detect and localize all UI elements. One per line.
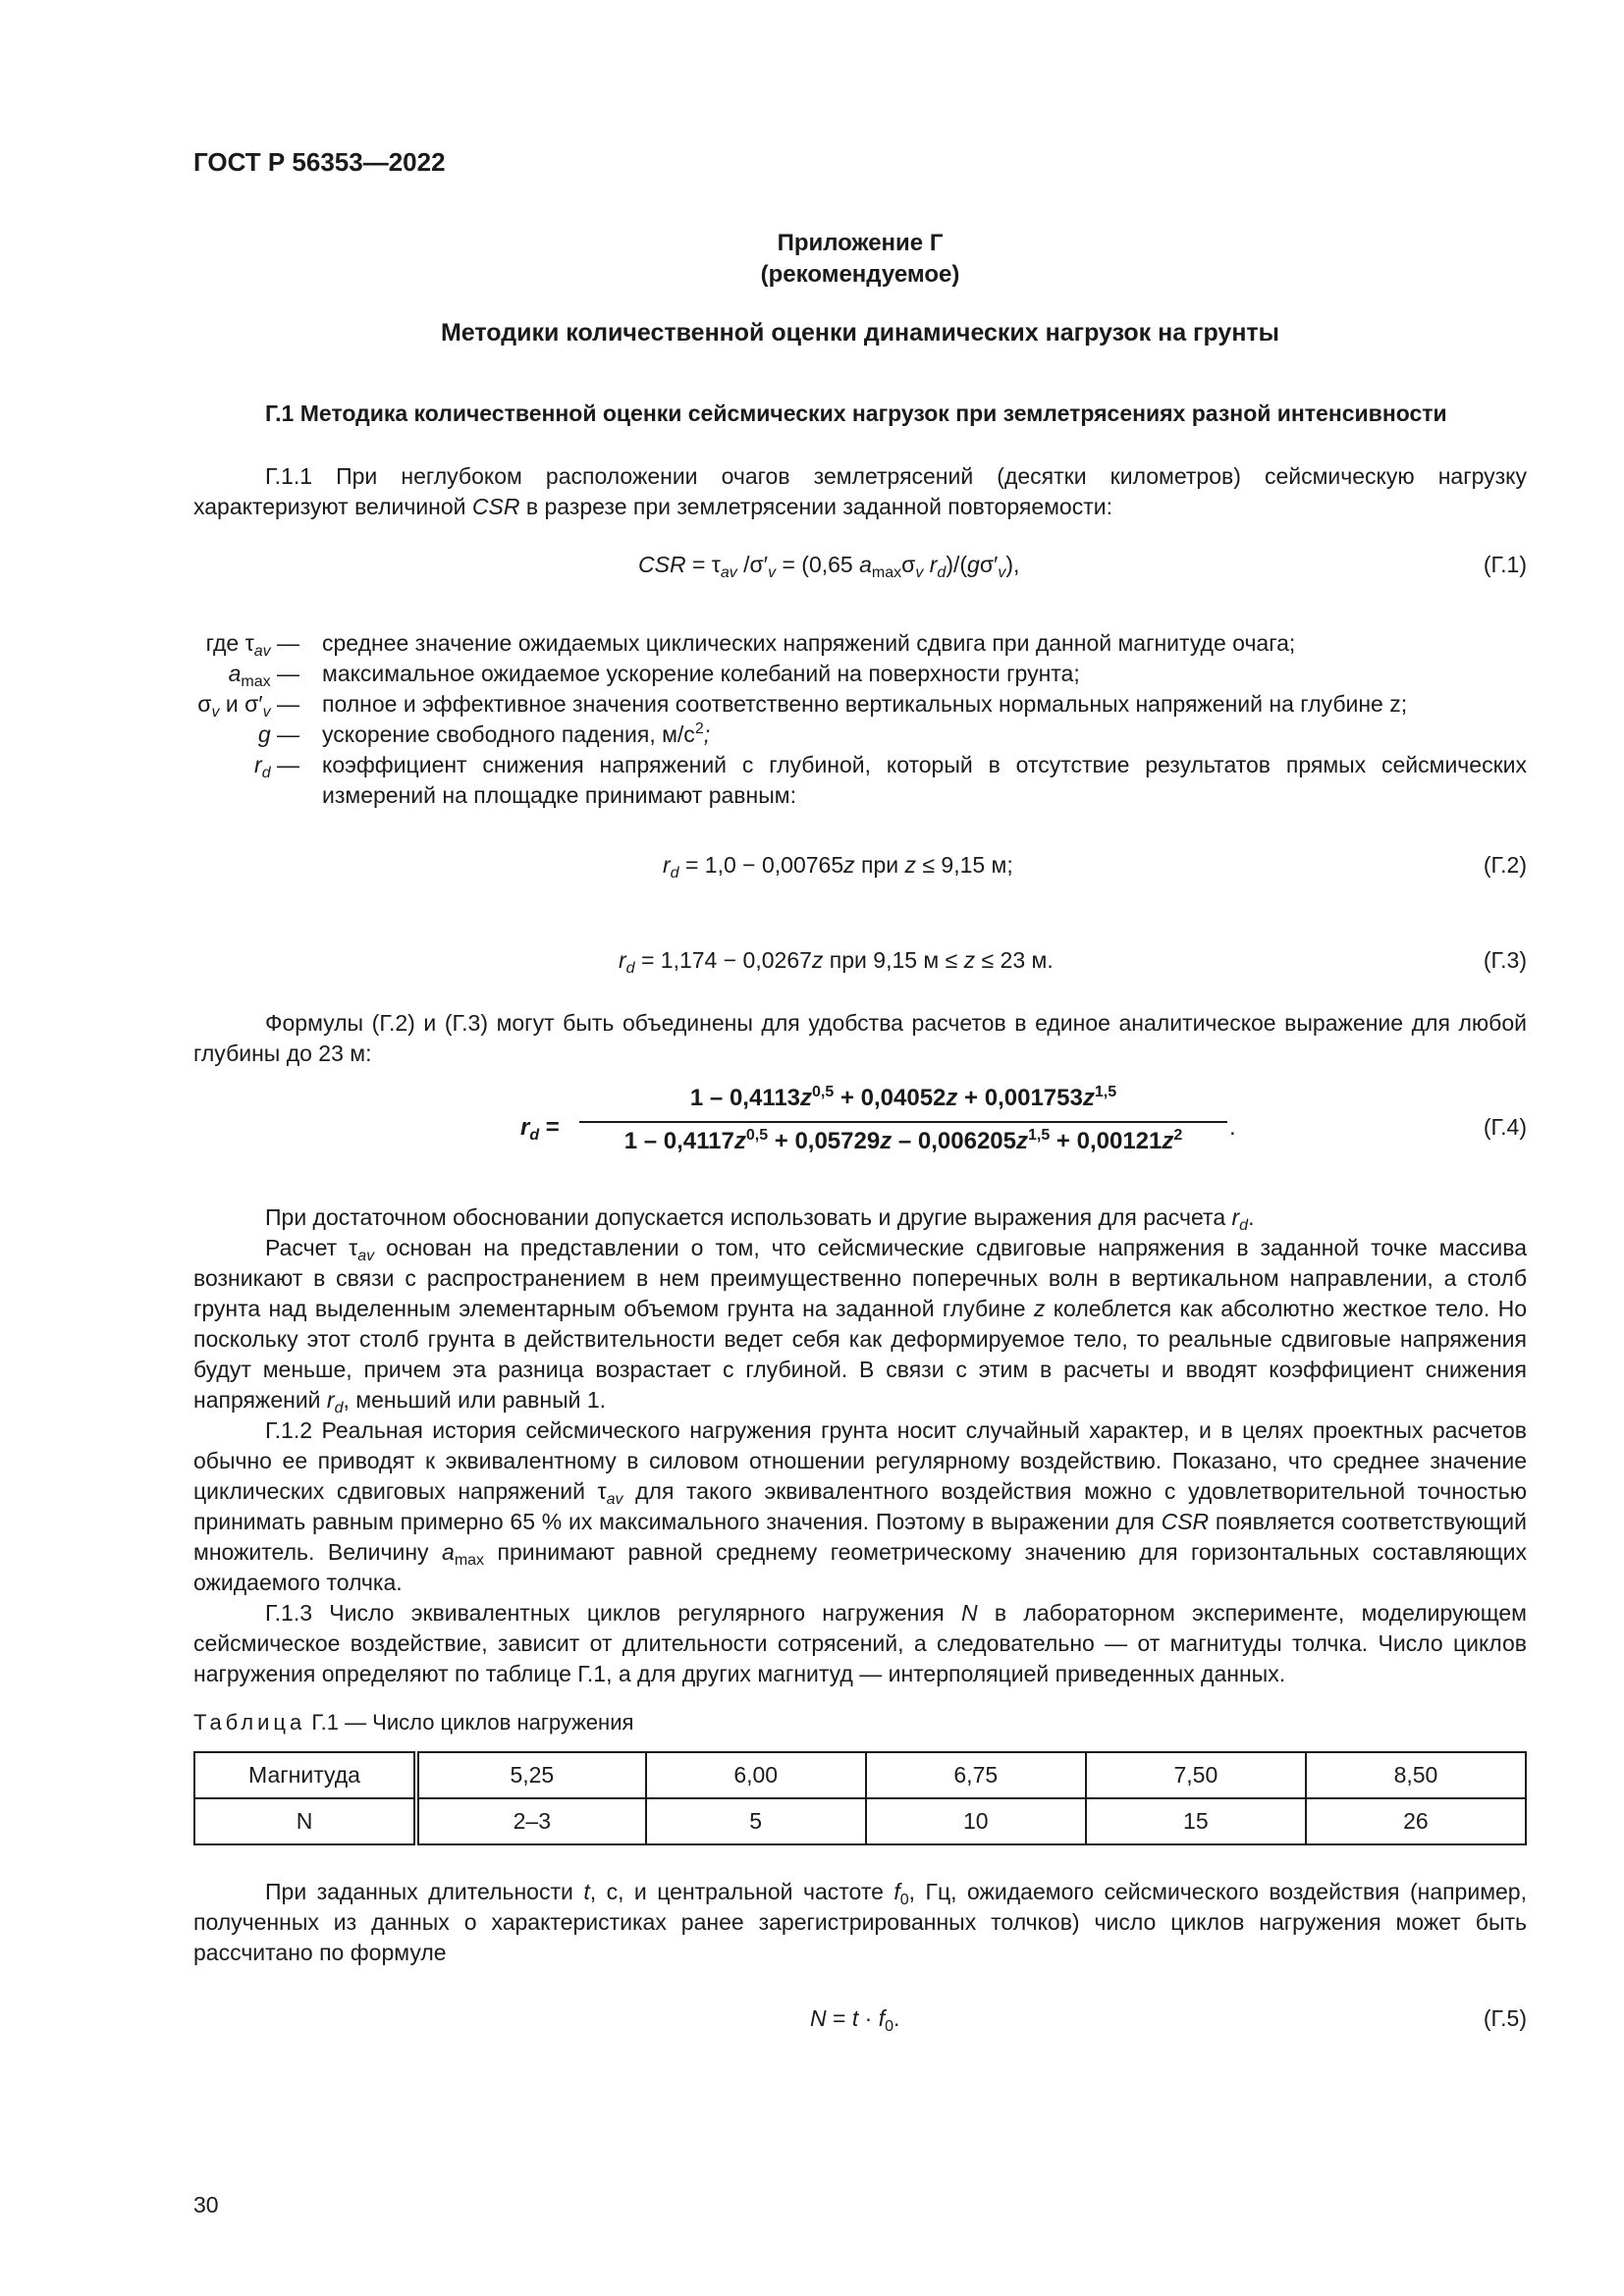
- table-cell: 7,50: [1086, 1752, 1306, 1798]
- variable-legend: [0, 628, 1527, 834]
- cycles-table: [193, 1751, 1527, 1845]
- equation-g4-number: (Г.4): [1483, 1114, 1527, 1140]
- document-header: ГОСТ Р 56353—2022: [193, 147, 446, 177]
- table-cell: 15: [1086, 1798, 1306, 1844]
- legend-symbol-amax: $a_{max}$ —: [228, 661, 299, 690]
- table-cell: 8,50: [1306, 1752, 1526, 1798]
- equation-g3: $r_d = 1,174 - 0,0267z$ при 9,15 м ≤ z ≤ 23 м.: [619, 947, 1054, 977]
- annex-main-title: Методики количественной оценки динамических нагрузок на грунты: [440, 319, 1280, 347]
- table-cell: N: [194, 1798, 416, 1844]
- equation-g1: CSR = $\tau_{av}$ $/\sigma'_v = (0,65$ $a_{max}\sigma_v$ $r_d)/(g\sigma'_v)$,: [638, 552, 1020, 581]
- legend-desc-rd: коэффициент снижения напряжений с глубиной, который в отсутствие результатов прямых сейсмических измерений на площадке принимают равным:: [322, 752, 1527, 808]
- equation-g2: $r_d = 1,0 - 0,00765z$ при z ≤ 9,15 м;: [663, 852, 1013, 881]
- legend-desc-amax: максимальное ожидаемое ускорение колебаний на поверхности грунта;: [322, 661, 1080, 686]
- section-title: Г.1 Методика количественной оценки сейсмических нагрузок при землетрясениях разной интенсивности: [265, 400, 1447, 426]
- table-cell: 2–3: [416, 1798, 646, 1844]
- paragraph-body: При достаточном обосновании допускается использовать и другие выражения для расчета $r_d$. Расчет $\tau_{av}$ основан на представлении о том, что сейсмические сдвиговые напряжения в заданной точке массива возникают в связи с распространением в нем преимущественно поперечных волн в вертикальном направлении, а столб грунта над выделенным элементарным объемом грунта на заданной глубине z колеблется как абсолютно жесткое тело. Но поскольку этот столб грунта в действительности ведет себя как деформируемое тело, то реальные сдвиговые напряжения будут меньше, причем эта разница возрастает с глубиной. В связи с этим в расчеты и вводят коэффициент снижения напряжений $r_d$, меньший или равный 1. Г.1.2 Реальная история сейсмического нагружения грунта носит случайный характер, и в целях проектных расчетов обычно ее приводят к эквивалентному в силовом отношении регулярному воздействию. Показано, что среднее значение циклических сдвиговых напряжений $\tau_{av}$ для такого эквивалентного воздействия можно с удовлетворительной точностью принимать равным примерно 65 % их максимального значения. Поэтому в выражении для CSR появляется соответствующий множитель. Величину $a_{max}$ принимают равной среднему геометрическому значению для горизонтальных составляющих ожидаемого толчка. Г.1.3 Число эквивалентных циклов регулярного нагружения N в лабораторном эксперименте, моделирующем сейсмическое воздействие, зависит от длительности сотрясений, а следовательно — от магнитуды толчка. Число циклов нагружения определяют по таблице Г.1, а для других магнитуд — интерполяцией приведенных данных.: [193, 1204, 1527, 1686]
- legend-symbol-tau: где $\tau_{av}$ —: [205, 630, 299, 660]
- paragraph-g111: Г.1.1 При неглубоком расположении очагов землетрясений (десятки километров) сейсмическую нагрузку характеризуют величиной CSR в разрезе при землетрясении заданной повторяемости:: [193, 463, 1527, 519]
- legend-symbol-rd: $r_d$ —: [254, 752, 299, 781]
- legend-symbol-g: g —: [257, 721, 299, 747]
- table-cell: 5: [646, 1798, 866, 1844]
- equation-g4: $r_d$ = $1 - 0,4113z^{0,5} + 0,04052z + 0,001753z^{1,5}$ $1 - 0,4117z^{0,5} + 0,05729z - 0,006205z^{1,5} + 0,00121z^2$ .: [520, 1084, 1236, 1154]
- table-row-magnitude: [194, 1752, 1526, 1798]
- table-cell: 10: [866, 1798, 1086, 1844]
- annex-heading: [193, 228, 1527, 291]
- equation-g1-number: (Г.1): [1483, 552, 1527, 577]
- table-caption: Таблица Г.1 — Число циклов нагружения: [193, 1710, 634, 1735]
- table-cell: 6,75: [866, 1752, 1086, 1798]
- table-cell: 6,00: [646, 1752, 866, 1798]
- legend-symbol-sigma: $\sigma_v$ и $\sigma'_v$ —: [197, 691, 299, 721]
- page-number: 30: [193, 2192, 219, 2217]
- table-cell: 5,25: [416, 1752, 646, 1798]
- annex-status: (рекомендуемое): [760, 261, 960, 288]
- legend-desc-sigma: полное и эффективное значения соответственно вертикальных нормальных напряжений на глубине z;: [322, 691, 1408, 717]
- equation-g5: $N = t \cdot f_0$.: [810, 2005, 900, 2035]
- equation-g3-number: (Г.3): [1483, 947, 1527, 973]
- paragraph-merge: Формулы (Г.2) и (Г.3) могут быть объединены для удобства расчетов в единое аналитическое выражение для любой глубины до 23 м:: [193, 1010, 1527, 1066]
- table-row-cycles: [194, 1798, 1526, 1844]
- legend-desc-tau: среднее значение ожидаемых циклических напряжений сдвига при данной магнитуде очага;: [322, 630, 1296, 656]
- legend-desc-g: ускорение свободного падения, $м/с^2$;: [322, 721, 711, 747]
- equation-g2-number: (Г.2): [1483, 852, 1527, 878]
- paragraph-final: При заданных длительности t, с, и центральной частоте $f_0$, Гц, ожидаемого сейсмического воздействия (например, полученных из данных о характеристиках ранее зарегистрированных толчков) число циклов нагружения может быть рассчитано по формуле: [193, 1879, 1527, 1965]
- table-cell: Магнитуда: [194, 1752, 416, 1798]
- equation-g5-number: (Г.5): [1483, 2005, 1527, 2031]
- annex-title: Приложение Г: [777, 230, 944, 256]
- table-cell: 26: [1306, 1798, 1526, 1844]
